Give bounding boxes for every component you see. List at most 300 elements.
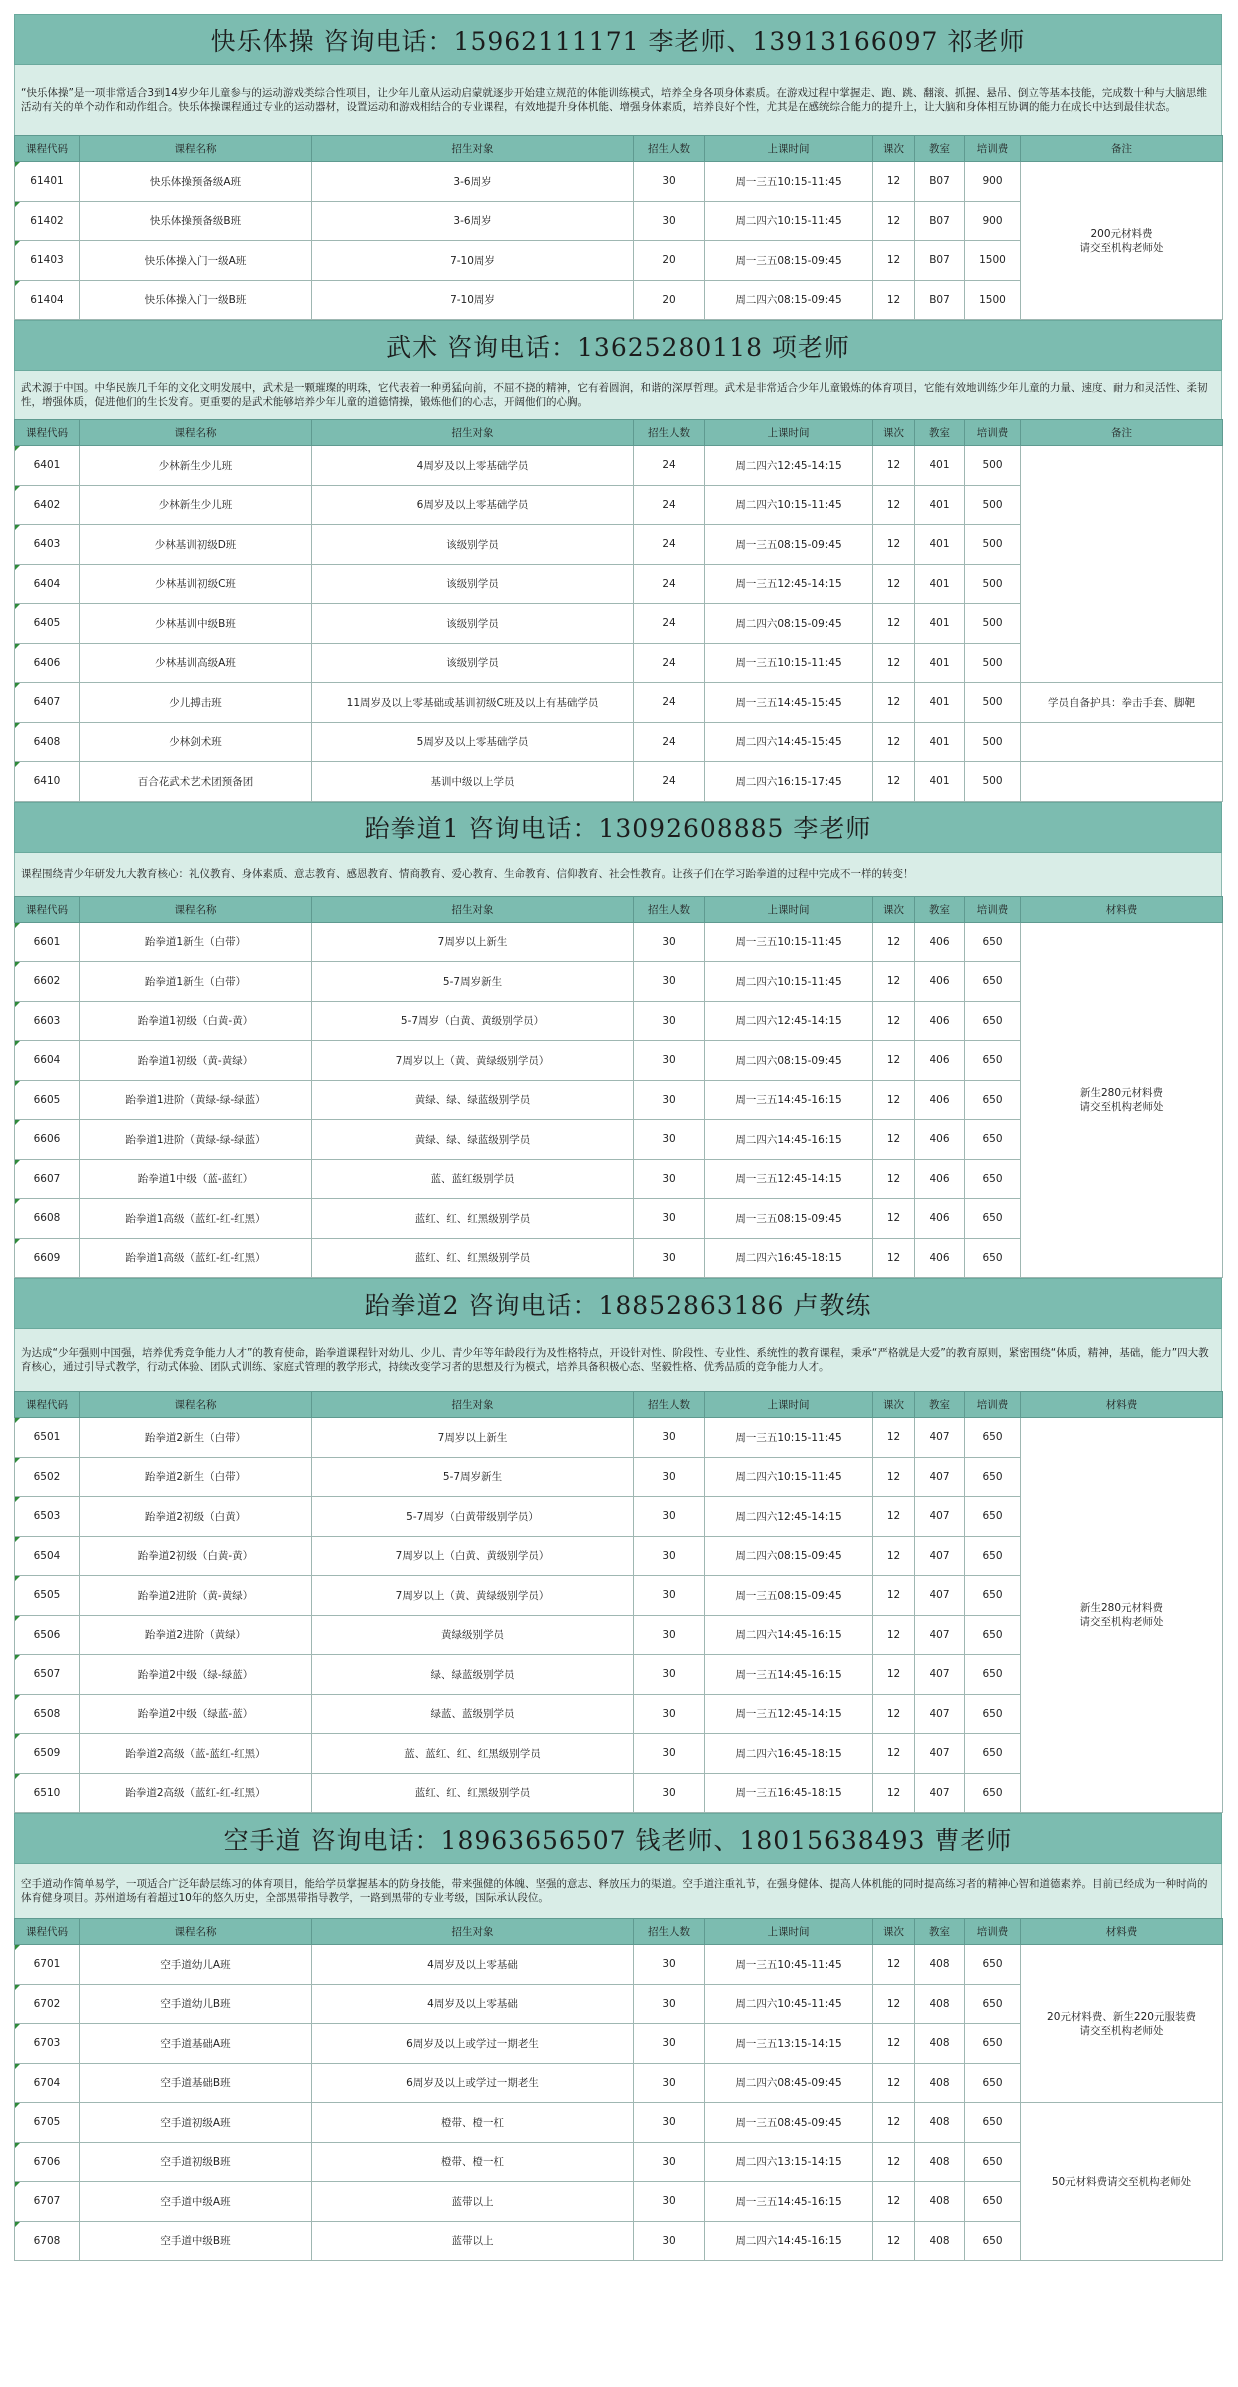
enrollment: 30 [634,1238,705,1278]
sessions: 12 [873,1615,915,1655]
course-code: 6406 [15,643,80,683]
fee: 650 [965,2103,1021,2143]
enrollment: 30 [634,1576,705,1616]
note-line: 请交至机构老师处 [1079,1100,1164,1113]
course-name: 百合花武术艺术团预备团 [80,762,312,802]
target-students: 该级别学员 [312,564,634,604]
classroom: 406 [915,1041,965,1081]
course-code: 6405 [15,604,80,644]
classroom: 407 [915,1418,965,1458]
class-time: 周二四六16:15-17:45 [705,762,873,802]
note-line: 请交至机构老师处 [1079,1616,1164,1628]
note-cell [1021,162,1223,320]
sessions: 12 [873,2103,915,2143]
class-time: 周一三五10:15-11:45 [705,1418,873,1458]
sessions: 12 [873,1238,915,1278]
course-code: 6601 [15,922,80,962]
sessions: 12 [873,762,915,802]
course-name: 快乐体操预备级A班 [80,162,312,202]
fee: 500 [965,564,1021,604]
table-row [15,683,1223,723]
fee: 900 [965,162,1021,202]
classroom: B07 [915,162,965,202]
target-students: 11周岁及以上零基础或基训初级C班及以上有基础学员 [312,683,634,723]
table-header-row [15,896,1223,922]
class-time: 周二四六16:45-18:15 [705,1734,873,1774]
table-header-row [15,136,1223,162]
enrollment: 30 [634,1041,705,1081]
header-cell: 上课时间 [705,136,873,162]
class-time: 周二四六10:15-11:45 [705,201,873,241]
note-cell [1021,762,1223,802]
fee: 900 [965,201,1021,241]
target-students: 4周岁及以上零基础 [312,1984,634,2024]
section-description: 课程围绕青少年研发九大教育核心：礼仪教育、身体素质、意志教育、感恩教育、情商教育、爱心教育、生命教育、信仰教育、社会性教育。让孩子们在学习跆拳道的过程中完成不一样的转变！ [14,853,1222,896]
note-cell: 学员自备护具：拳击手套、脚靶 [1021,683,1223,723]
classroom: 408 [915,1945,965,1985]
header-cell: 课程名称 [80,1919,312,1945]
class-time: 周一三五08:15-09:45 [705,525,873,565]
header-cell: 上课时间 [705,420,873,446]
classroom: 406 [915,1199,965,1239]
table-header-row [15,420,1223,446]
target-students: 基训中级以上学员 [312,762,634,802]
sessions: 12 [873,962,915,1002]
class-time: 周一三五10:15-11:45 [705,162,873,202]
course-name: 跆拳道1新生（白带） [80,962,312,1002]
course-code: 6608 [15,1199,80,1239]
header-cell: 课次 [873,136,915,162]
target-students: 6周岁及以上零基础学员 [312,485,634,525]
course-code: 6704 [15,2063,80,2103]
table-row [15,446,1223,486]
class-time: 周一三五12:45-14:15 [705,1694,873,1734]
course-code: 6410 [15,762,80,802]
sessions: 12 [873,2063,915,2103]
enrollment: 30 [634,1199,705,1239]
target-students: 黄绿级别学员 [312,1615,634,1655]
course-table [14,896,1223,1279]
table-row [15,762,1223,802]
target-students: 5周岁及以上零基础学员 [312,722,634,762]
sessions: 12 [873,446,915,486]
fee: 500 [965,683,1021,723]
enrollment: 30 [634,1984,705,2024]
classroom: 407 [915,1576,965,1616]
target-students: 橙带、橙一杠 [312,2142,634,2182]
target-students: 7周岁以上（黄、黄绿级别学员） [312,1576,634,1616]
section-taekwondo-1 [14,802,1222,1279]
enrollment: 30 [634,2221,705,2261]
class-time: 周一三五10:15-11:45 [705,922,873,962]
header-cell: 课次 [873,420,915,446]
sessions: 12 [873,1001,915,1041]
class-time: 周一三五14:45-15:45 [705,683,873,723]
course-name: 跆拳道1初级（白黄-黄） [80,1001,312,1041]
fee: 650 [965,1655,1021,1695]
class-time: 周一三五08:45-09:45 [705,2103,873,2143]
class-time: 周一三五08:15-09:45 [705,1199,873,1239]
fee: 650 [965,2024,1021,2064]
class-time: 周二四六08:15-09:45 [705,604,873,644]
course-code: 6708 [15,2221,80,2261]
header-cell: 招生人数 [634,1919,705,1945]
classroom: 406 [915,1001,965,1041]
target-students: 7周岁以上新生 [312,1418,634,1458]
sessions: 12 [873,1773,915,1813]
header-cell: 教室 [915,1919,965,1945]
course-name: 少林基训初级C班 [80,564,312,604]
classroom: 407 [915,1734,965,1774]
course-code: 6403 [15,525,80,565]
header-cell: 招生对象 [312,896,634,922]
course-name: 跆拳道2中级（绿蓝-蓝） [80,1694,312,1734]
sessions: 12 [873,722,915,762]
note-line: 新生280元材料费 [1079,1602,1164,1614]
classroom: 408 [915,2142,965,2182]
note-cell [1021,1945,1223,2103]
fee: 650 [965,1159,1021,1199]
target-students: 蓝带以上 [312,2221,634,2261]
enrollment: 30 [634,1497,705,1537]
fee: 650 [965,2142,1021,2182]
enrollment: 30 [634,1615,705,1655]
section-description: 空手道动作简单易学，一项适合广泛年龄层练习的体育项目，能给学员掌握基本的防身技能，带来强健的体魄、坚强的意志、释放压力的渠道。空手道注重礼节，在强身健体、提高人体机能的同时提高练习者的精神心智和道德素养。目前已经成为一种时尚的体育健身项目。苏州道场有着超过10年的悠久历史，全部黑带指导教学，一路到黑带的专业考级，国际承认段位。 [14,1864,1222,1918]
fee: 650 [965,1080,1021,1120]
sessions: 12 [873,201,915,241]
enrollment: 24 [634,485,705,525]
enrollment: 24 [634,525,705,565]
enrollment: 20 [634,241,705,281]
section-title: 跆拳道1 咨询电话：13092608885 李老师 [14,802,1222,853]
enrollment: 30 [634,2024,705,2064]
course-code: 6502 [15,1457,80,1497]
header-cell: 备注 [1021,136,1223,162]
sessions: 12 [873,1120,915,1160]
sessions: 12 [873,1159,915,1199]
header-cell: 教室 [915,136,965,162]
sessions: 12 [873,2142,915,2182]
target-students: 4周岁及以上零基础 [312,1945,634,1985]
classroom: 401 [915,604,965,644]
sessions: 12 [873,683,915,723]
note-line: 50元材料费请交至机构老师处 [1051,2175,1192,2188]
classroom: 401 [915,564,965,604]
class-time: 周一三五14:45-16:15 [705,1655,873,1695]
fee: 650 [965,2182,1021,2222]
sessions: 12 [873,1694,915,1734]
section-martial-arts [14,320,1222,802]
header-cell: 教室 [915,420,965,446]
sessions: 12 [873,922,915,962]
target-students: 黄绿、绿、绿蓝级别学员 [312,1120,634,1160]
enrollment: 30 [634,201,705,241]
classroom: 406 [915,922,965,962]
fee: 650 [965,1418,1021,1458]
course-code: 61404 [15,280,80,320]
fee: 500 [965,446,1021,486]
course-code: 61402 [15,201,80,241]
classroom: B07 [915,241,965,281]
fee: 650 [965,1984,1021,2024]
enrollment: 30 [634,1734,705,1774]
header-cell: 课程代码 [15,1919,80,1945]
course-code: 6402 [15,485,80,525]
sessions: 12 [873,604,915,644]
fee: 650 [965,1536,1021,1576]
target-students: 5-7周岁新生 [312,1457,634,1497]
section-gymnastics [14,14,1222,320]
target-students: 蓝、蓝红级别学员 [312,1159,634,1199]
classroom: 407 [915,1497,965,1537]
class-time: 周一三五16:45-18:15 [705,1773,873,1813]
course-code: 6701 [15,1945,80,1985]
class-time: 周二四六14:45-16:15 [705,1615,873,1655]
course-name: 跆拳道1高级（蓝红-红-红黑） [80,1199,312,1239]
course-code: 6602 [15,962,80,1002]
fee: 650 [965,922,1021,962]
header-cell: 课次 [873,1919,915,1945]
fee: 500 [965,762,1021,802]
schedule-page [14,14,1222,2261]
target-students: 7周岁以上（黄、黄绿级别学员） [312,1041,634,1081]
classroom: B07 [915,280,965,320]
class-time: 周一三五08:15-09:45 [705,241,873,281]
fee: 650 [965,1001,1021,1041]
header-cell: 上课时间 [705,896,873,922]
enrollment: 30 [634,1945,705,1985]
course-code: 6606 [15,1120,80,1160]
classroom: 401 [915,722,965,762]
course-name: 跆拳道1进阶（黄绿-绿-绿蓝） [80,1080,312,1120]
enrollment: 24 [634,604,705,644]
course-code: 6504 [15,1536,80,1576]
sessions: 12 [873,162,915,202]
target-students: 蓝、蓝红、红、红黑级别学员 [312,1734,634,1774]
course-table [14,419,1223,802]
course-code: 6707 [15,2182,80,2222]
course-name: 空手道基础B班 [80,2063,312,2103]
enrollment: 30 [634,2142,705,2182]
course-name: 跆拳道2新生（白带） [80,1418,312,1458]
sessions: 12 [873,1457,915,1497]
section-title: 空手道 咨询电话：18963656507 钱老师、18015638493 曹老师 [14,1813,1222,1864]
fee: 650 [965,962,1021,1002]
class-time: 周二四六13:15-14:15 [705,2142,873,2182]
fee: 500 [965,722,1021,762]
classroom: 401 [915,762,965,802]
target-students: 5-7周岁（白黄、黄级别学员） [312,1001,634,1041]
course-name: 跆拳道1高级（蓝红-红-红黑） [80,1238,312,1278]
fee: 650 [965,1615,1021,1655]
fee: 650 [965,1945,1021,1985]
course-code: 6404 [15,564,80,604]
course-name: 快乐体操入门一级B班 [80,280,312,320]
header-cell: 培训费 [965,1392,1021,1418]
target-students: 7周岁以上（白黄、黄级别学员） [312,1536,634,1576]
header-cell: 招生人数 [634,420,705,446]
course-name: 空手道中级A班 [80,2182,312,2222]
target-students: 该级别学员 [312,525,634,565]
classroom: B07 [915,201,965,241]
course-name: 少儿搏击班 [80,683,312,723]
header-cell: 课程名称 [80,136,312,162]
note-line: 200元材料费 [1090,227,1153,240]
fee: 650 [965,1238,1021,1278]
enrollment: 30 [634,1418,705,1458]
target-students: 5-7周岁（白黄带级别学员） [312,1497,634,1537]
sessions: 12 [873,1536,915,1576]
enrollment: 30 [634,2063,705,2103]
class-time: 周二四六08:15-09:45 [705,1041,873,1081]
course-name: 少林基训中级B班 [80,604,312,644]
enrollment: 30 [634,1694,705,1734]
sessions: 12 [873,2182,915,2222]
sessions: 12 [873,1080,915,1120]
course-code: 61403 [15,241,80,281]
header-cell: 材料费 [1021,1392,1223,1418]
section-description: 武术源于中国。中华民族几千年的文化文明发展中，武术是一颗璀璨的明珠，它代表着一种勇猛向前，不屈不挠的精神，它有着圆润，和谐的深厚哲理。武术是非常适合少年儿童锻炼的体育项目，它能有效地训练少年儿童的力量、速度、耐力和灵活性、柔韧性，增强体质，促进他们的生长发育。更重要的是武术能够培养少年儿童的道德情操，锻炼他们的心志，开阔他们的心胸。 [14,371,1222,419]
target-students: 7-10周岁 [312,280,634,320]
class-time: 周一三五13:15-14:15 [705,2024,873,2064]
classroom: 406 [915,1159,965,1199]
header-cell: 课程名称 [80,1392,312,1418]
table-row [15,1945,1223,1985]
course-code: 6407 [15,683,80,723]
enrollment: 20 [634,280,705,320]
course-code: 61401 [15,162,80,202]
header-cell: 招生对象 [312,136,634,162]
class-time: 周二四六10:45-11:45 [705,1984,873,2024]
course-name: 快乐体操预备级B班 [80,201,312,241]
note-line: 请交至机构老师处 [1079,2024,1164,2037]
course-name: 空手道幼儿A班 [80,1945,312,1985]
sessions: 12 [873,1655,915,1695]
table-row [15,722,1223,762]
class-time: 周一三五08:15-09:45 [705,1576,873,1616]
class-time: 周二四六10:15-11:45 [705,485,873,525]
course-name: 空手道幼儿B班 [80,1984,312,2024]
class-time: 周二四六10:15-11:45 [705,962,873,1002]
classroom: 408 [915,2024,965,2064]
target-students: 6周岁及以上或学过一期老生 [312,2063,634,2103]
classroom: 406 [915,962,965,1002]
enrollment: 30 [634,1159,705,1199]
class-time: 周二四六12:45-14:15 [705,446,873,486]
header-cell: 课程代码 [15,896,80,922]
header-cell: 招生对象 [312,1919,634,1945]
enrollment: 30 [634,922,705,962]
classroom: 406 [915,1080,965,1120]
class-time: 周一三五14:45-16:15 [705,1080,873,1120]
section-karate [14,1813,1222,2261]
header-cell: 招生对象 [312,420,634,446]
fee: 650 [965,1734,1021,1774]
section-title: 武术 咨询电话：13625280118 项老师 [14,320,1222,371]
target-students: 蓝带以上 [312,2182,634,2222]
section-title: 跆拳道2 咨询电话：18852863186 卢教练 [14,1278,1222,1329]
header-cell: 材料费 [1021,1919,1223,1945]
classroom: 401 [915,485,965,525]
course-name: 空手道初级B班 [80,2142,312,2182]
fee: 650 [965,1120,1021,1160]
target-students: 4周岁及以上零基础学员 [312,446,634,486]
header-cell: 材料费 [1021,896,1223,922]
header-cell: 课程名称 [80,420,312,446]
target-students: 该级别学员 [312,604,634,644]
course-code: 6509 [15,1734,80,1774]
header-cell: 备注 [1021,420,1223,446]
fee: 1500 [965,280,1021,320]
course-name: 少林剑术班 [80,722,312,762]
class-time: 周二四六12:45-14:15 [705,1497,873,1537]
sessions: 12 [873,2221,915,2261]
target-students: 蓝红、红、红黑级别学员 [312,1199,634,1239]
class-time: 周二四六14:45-15:45 [705,722,873,762]
course-name: 跆拳道2进阶（黄-黄绿） [80,1576,312,1616]
class-time: 周二四六12:45-14:15 [705,1001,873,1041]
classroom: 401 [915,446,965,486]
sessions: 12 [873,485,915,525]
fee: 650 [965,1773,1021,1813]
classroom: 408 [915,2103,965,2143]
course-name: 跆拳道2高级（蓝-蓝红-红黑） [80,1734,312,1774]
target-students: 3-6周岁 [312,201,634,241]
fee: 650 [965,1497,1021,1537]
sessions: 12 [873,525,915,565]
header-cell: 上课时间 [705,1919,873,1945]
course-code: 6408 [15,722,80,762]
sessions: 12 [873,1497,915,1537]
header-cell: 教室 [915,1392,965,1418]
course-code: 6703 [15,2024,80,2064]
sessions: 12 [873,280,915,320]
header-cell: 招生对象 [312,1392,634,1418]
classroom: 407 [915,1694,965,1734]
target-students: 5-7周岁新生 [312,962,634,1002]
note-line: 20元材料费、新生220元服装费 [1047,2010,1196,2023]
sessions: 12 [873,1041,915,1081]
course-code: 6506 [15,1615,80,1655]
fee: 500 [965,604,1021,644]
course-name: 跆拳道2中级（绿-绿蓝） [80,1655,312,1695]
sessions: 12 [873,1199,915,1239]
course-code: 6702 [15,1984,80,2024]
sessions: 12 [873,643,915,683]
classroom: 401 [915,643,965,683]
header-cell: 培训费 [965,420,1021,446]
classroom: 406 [915,1120,965,1160]
section-taekwondo-2 [14,1278,1222,1813]
table-row [15,2103,1223,2143]
class-time: 周一三五12:45-14:15 [705,1159,873,1199]
enrollment: 30 [634,2103,705,2143]
course-code: 6604 [15,1041,80,1081]
enrollment: 24 [634,762,705,802]
classroom: 408 [915,2182,965,2222]
target-students: 该级别学员 [312,643,634,683]
fee: 1500 [965,241,1021,281]
enrollment: 24 [634,643,705,683]
fee: 650 [965,2063,1021,2103]
course-name: 空手道中级B班 [80,2221,312,2261]
target-students: 黄绿、绿、绿蓝级别学员 [312,1080,634,1120]
classroom: 407 [915,1655,965,1695]
enrollment: 30 [634,1457,705,1497]
header-cell: 课程代码 [15,1392,80,1418]
target-students: 绿、绿蓝级别学员 [312,1655,634,1695]
sessions: 12 [873,564,915,604]
